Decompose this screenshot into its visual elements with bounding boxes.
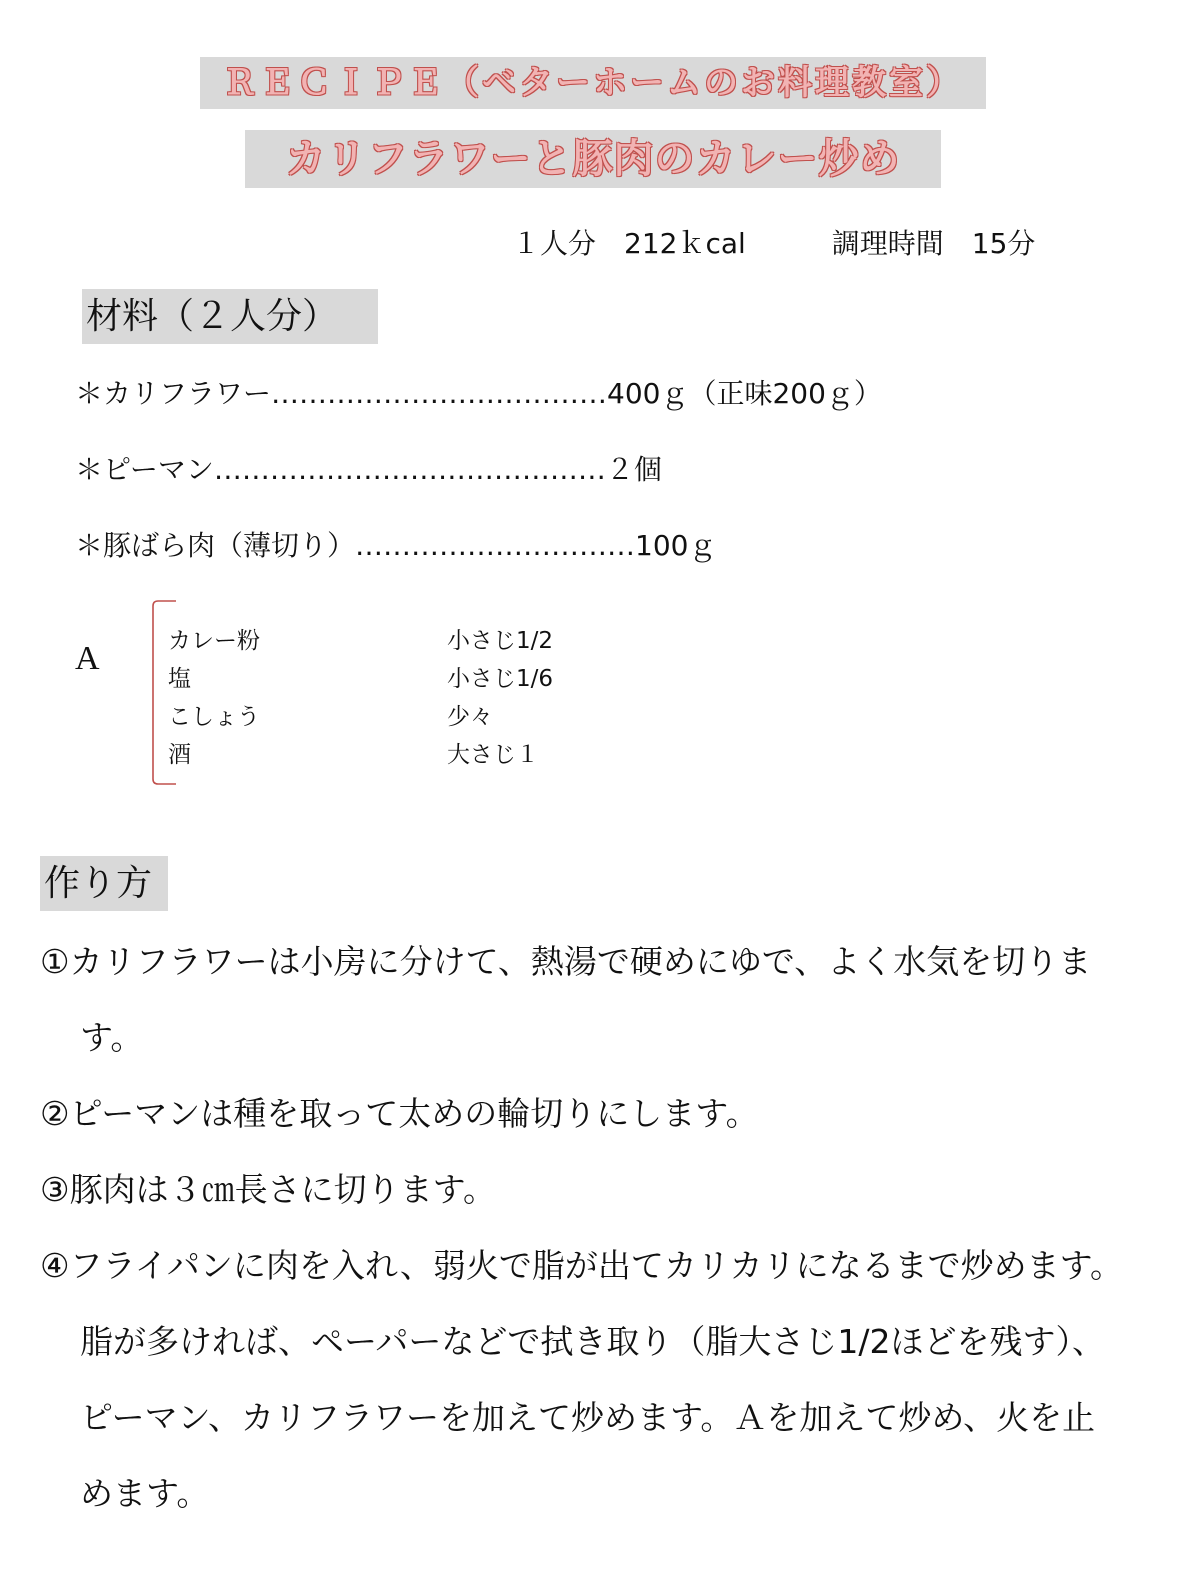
serving-calories: １人分 212ｋcal [512,227,746,260]
seasoning-name: こしょう [168,704,260,730]
dish-title: カリフラワーと豚肉のカレー炒め [245,130,941,188]
recipe-source-title: ＲＥＣＩＰＥ（ベターホームのお料理教室） [200,57,986,109]
seasoning-amount: 少々 [447,704,493,730]
ingredient-line: ＊ピーマン……………………………………２個 [75,453,662,486]
ingredient-line: ＊カリフラワー………………………………400ｇ（正味200ｇ） [75,377,882,410]
seasoning-amount: 大さじ１ [447,742,539,768]
step-line: ①カリフラワーは小房に分けて、熱湯で硬めにゆで、よく水気を切りま [40,942,1092,981]
step-line: ②ピーマンは種を取って太めの輪切りにします。 [40,1094,759,1133]
seasoning-amount: 小さじ1/2 [447,628,554,654]
step-line: 脂が多ければ、ペーパーなどで拭き取り（脂大さじ1/2ほどを残す）、 [80,1322,1105,1361]
method-heading: 作り方 [40,856,168,911]
seasoning-amount: 小さじ1/6 [447,666,554,692]
step-line: ④フライパンに肉を入れ、弱火で脂が出てカリカリになるまで炒めます。 [40,1246,1123,1285]
step-line: ピーマン、カリフラワーを加えて炒めます。Ａを加えて炒め、火を止 [80,1398,1096,1437]
seasoning-name: カレー粉 [168,628,260,654]
ingredient-line: ＊豚ばら肉（薄切り）…………………………100ｇ [75,529,717,562]
step-line: めます。 [80,1474,210,1513]
step-line: ③豚肉は３㎝長さに切ります。 [40,1170,496,1209]
seasoning-name: 酒 [168,742,191,768]
seasoning-group-label: A [75,640,100,677]
recipe-meta [512,222,1035,262]
seasoning-name: 塩 [168,666,191,692]
ingredients-heading: 材料（２人分） [82,289,378,344]
cooking-time: 調理時間 15分 [831,227,1036,260]
step-line: す。 [80,1018,144,1057]
